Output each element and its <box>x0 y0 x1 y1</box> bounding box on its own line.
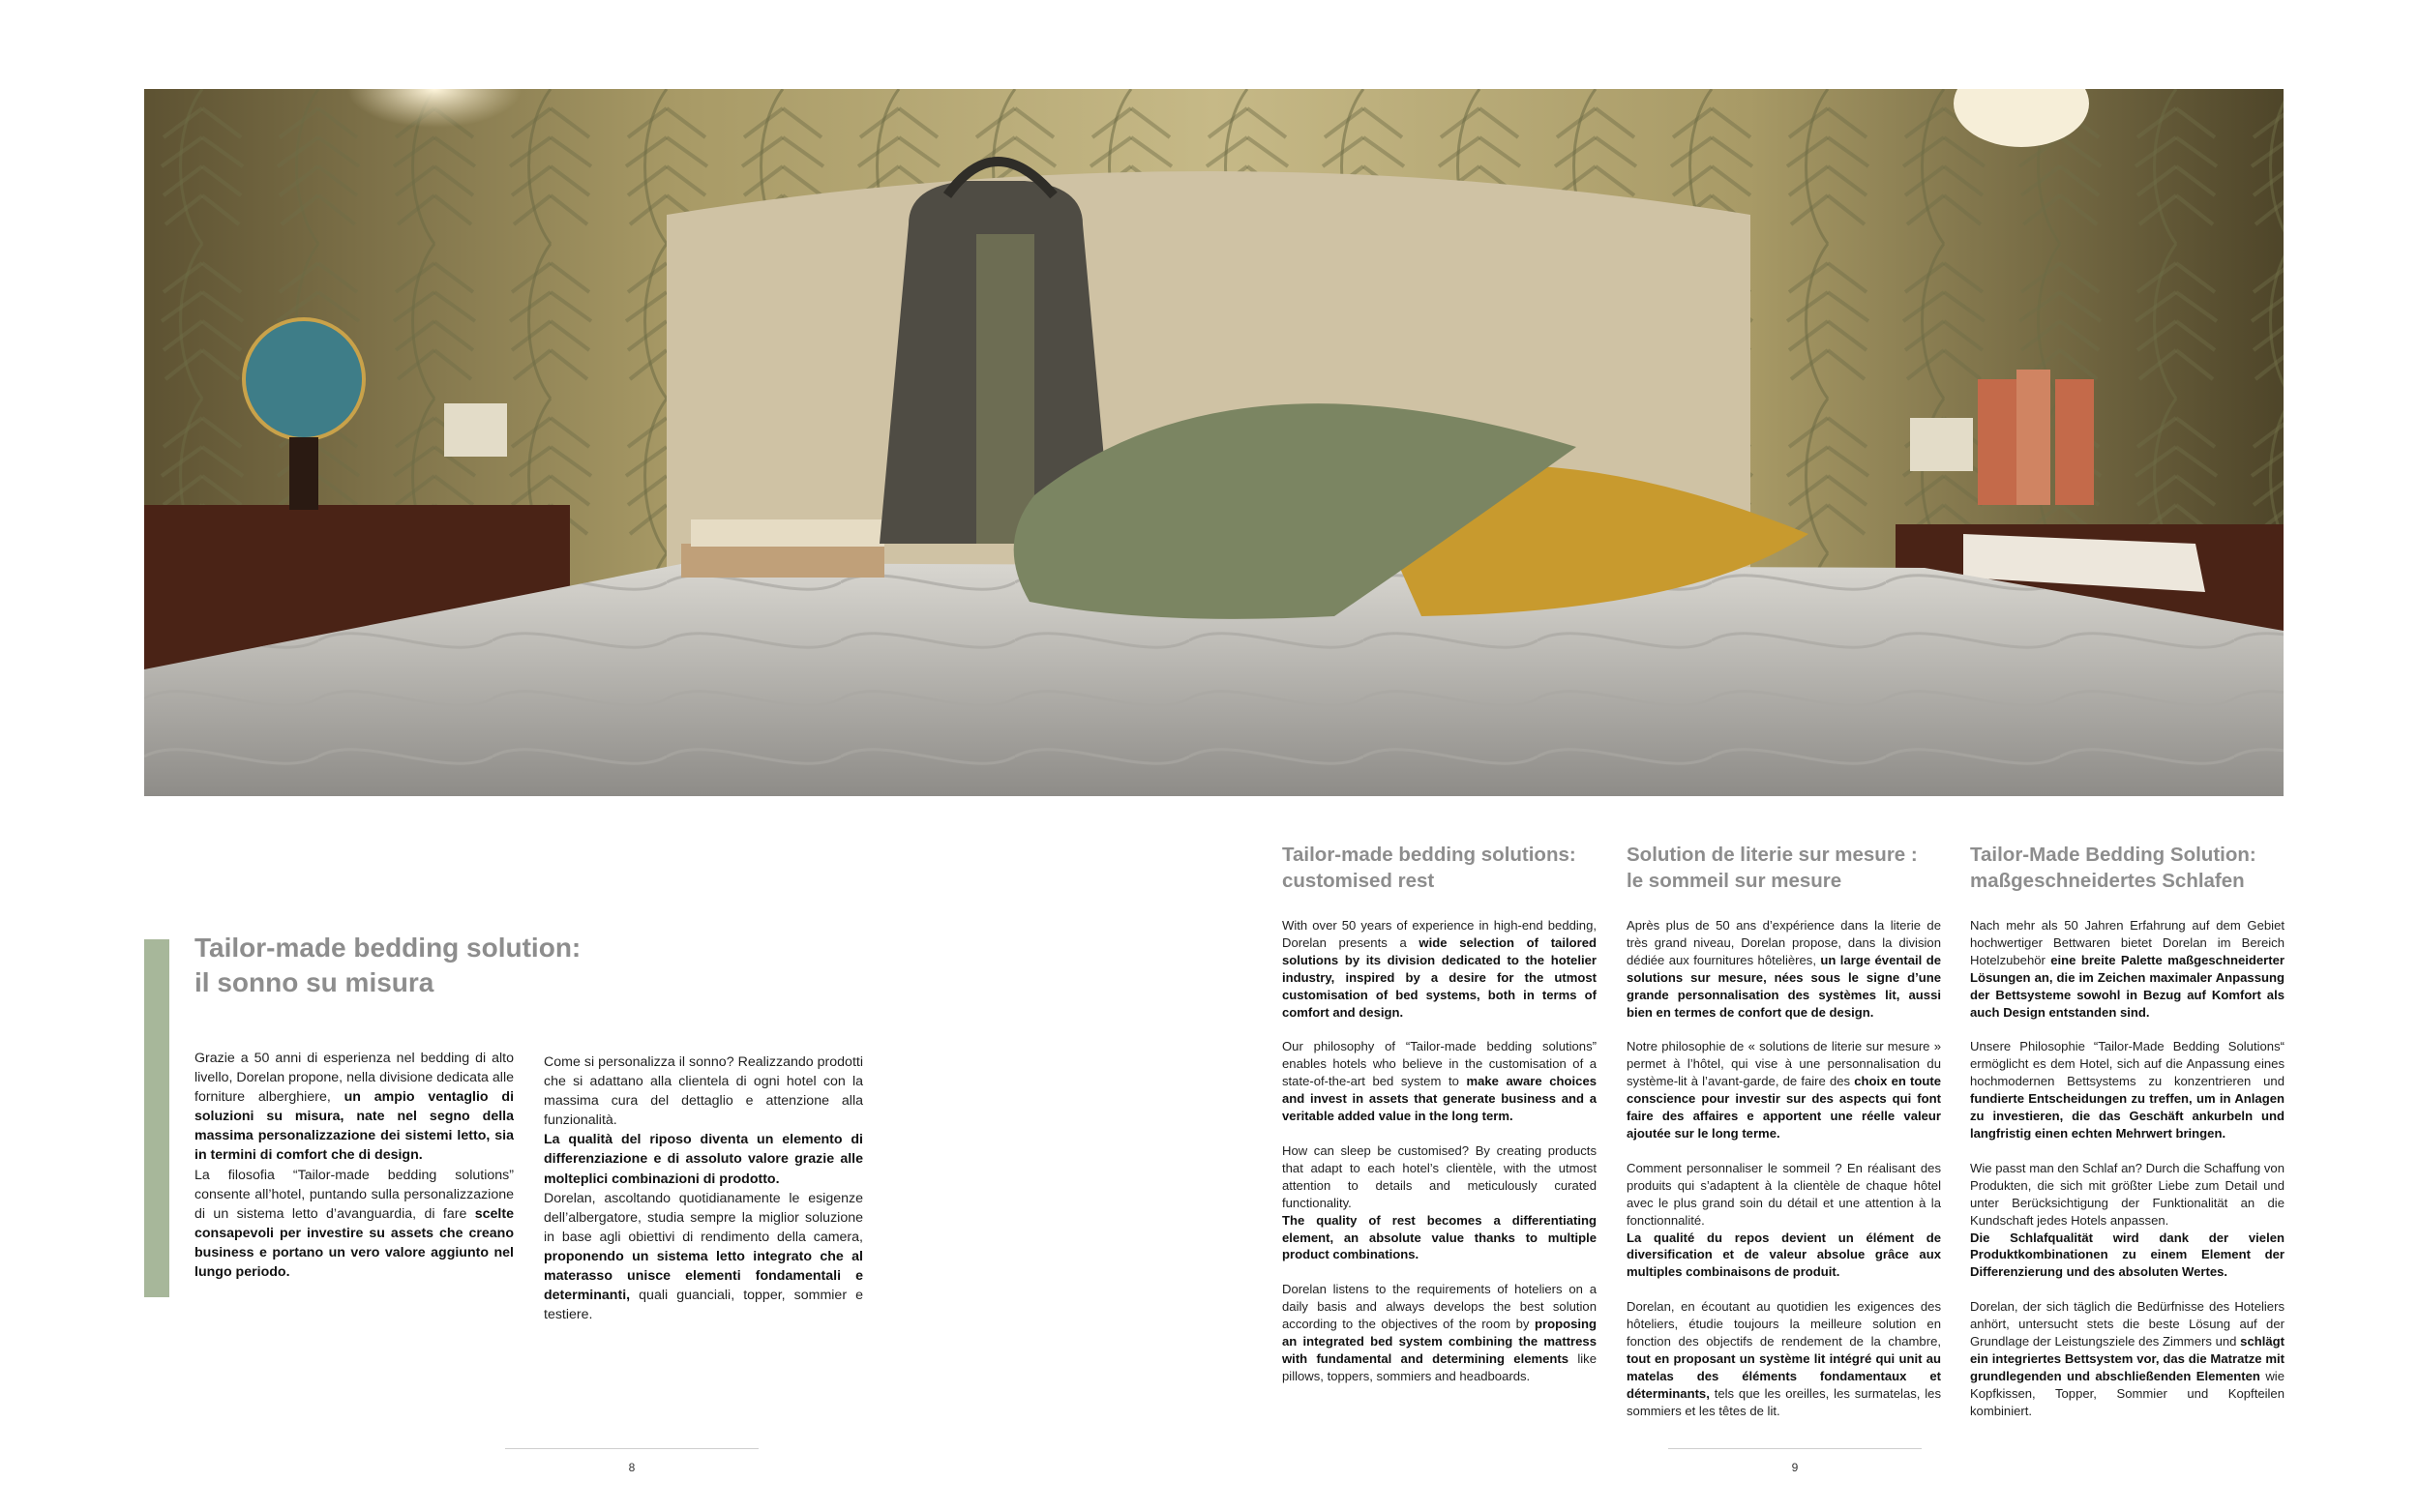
text-run: like pillows, toppers, sommiers and headboards. <box>1282 1350 1597 1383</box>
english-paragraph <box>1282 1038 1597 1125</box>
german-paragraph <box>1970 1298 2285 1419</box>
text-run: Comment personnaliser le sommeil ? En réalisant des produits qui s’adaptent à la clientèle de chaque hôtel avec le plus grand soin du détail et une attention à la fonctionnalité. <box>1627 1160 1941 1228</box>
text-run: With over 50 years of experience in high-end bedding, Dorelan presents a <box>1282 918 1597 950</box>
text-run: Our philosophy of “Tailor-made bedding solutions” enables hotels who believe in the customisation of a state-of-the-art bed system to <box>1282 1039 1597 1089</box>
italian-paragraph <box>544 1130 863 1188</box>
text-run: La filosofia “Tailor-made bedding solutions” consente all’hotel, puntando sulla personalizzazione di un sistema letto d’avanguardia, di fare <box>194 1167 514 1222</box>
bold-text-run: scelte consapevoli per investire su assets che creano business e portano un vero valore aggiunto nel lungo periodo. <box>194 1205 514 1281</box>
text-run: Nach mehr als 50 Jahren Erfahrung auf dem Gebiet hochwertiger Bettwaren bietet Dorelan im Bereich Hotelzubehör <box>1970 918 2285 967</box>
text-run: Unsere Philosophie “Tailor-Made Bedding Solutions“ ermöglicht es dem Hotel, sich auf die Anpassung eines hochmodernen Bettsystems zu konzentrieren und <box>1970 1039 2285 1089</box>
english-title-line1: Tailor-made bedding solutions: <box>1282 844 1576 866</box>
italian-paragraph <box>544 1189 863 1325</box>
italian-paragraph <box>194 1049 514 1166</box>
german-title <box>1970 842 2285 894</box>
french-paragraph <box>1627 917 1941 1021</box>
french-paragraph <box>1627 1160 1941 1281</box>
german-title-line2: maßgeschneidertes Schlafen <box>1970 870 2245 892</box>
italian-column-1 <box>194 1049 514 1282</box>
footer-rule-right <box>1668 1448 1922 1449</box>
text-run: Dorelan, der sich täglich die Bedürfnisse des Hoteliers anhört, untersucht stets die beste Lösung auf der Grundlage der Leistungsziele des Zimmers und <box>1970 1299 2285 1349</box>
french-paragraph <box>1627 1038 1941 1141</box>
german-paragraph <box>1970 1038 2285 1141</box>
english-title <box>1282 842 1597 894</box>
italian-title-line2: il sonno su misura <box>194 967 434 997</box>
bold-text-run: The quality of rest becomes a differentiating element, an absolute value thanks to multiple product combinations. <box>1282 1212 1597 1262</box>
text-run: How can sleep be customised? By creating products that adapt to each hotel’s clientèle, with the utmost attention to details and meticulously curated functionality. <box>1282 1142 1597 1210</box>
french-title-line1: Solution de literie sur mesure : <box>1627 844 1918 866</box>
bold-text-run: proponendo un sistema letto integrato che al materasso unisce elementi fondamentali e determinanti, <box>544 1248 863 1304</box>
bold-text-run: La qualità del riposo diventa un elemento di differenziazione e di assoluto valore grazie alle molteplici combinazioni di prodotto. <box>544 1132 863 1187</box>
german-body <box>1970 917 2285 1420</box>
german-column <box>1970 842 2285 1438</box>
italian-column-2 <box>544 1052 863 1324</box>
bold-text-run: La qualité du repos devient un élément de diversification et de valeur absolue grâce aux multiples combinaisons de produit. <box>1627 1230 1941 1280</box>
english-body <box>1282 917 1597 1385</box>
german-paragraph <box>1970 917 2285 1021</box>
bold-text-run: fundierte Entscheidungen zu treffen, um in Anlagen zu investieren, die das Geschäft ankurbeln und langfristig einen echten Mehrwert bringen. <box>1970 1091 2285 1141</box>
bold-text-run: choix en toute conscience pour investir sur des aspects qui font faire des affaires e apportent une réelle valeur ajoutée sur le long terme. <box>1627 1074 1941 1141</box>
german-paragraph <box>1970 1160 2285 1281</box>
bold-text-run: eine breite Palette maßgeschneiderter Lösungen an, die im Zeichen maximaler Anpassung der Bettsysteme sowohl in Bezug auf Komfort als auch Design entstanden sind. <box>1970 952 2285 1020</box>
italian-paragraph: Come si personalizza il sonno? Realizzando prodotti che si adattano alla clientela di ogni hotel con la massima cura del dettaglio e attenzione alla funzionalità. <box>544 1054 863 1129</box>
text-run: quali guanciali, topper, sommier e testiere. <box>544 1288 863 1323</box>
page-number-right: 9 <box>1791 1461 1799 1474</box>
page-number-left: 8 <box>628 1461 636 1474</box>
bold-text-run: wide selection of tailored solutions by its division dedicated to the hotelier industry, inspired by a desire for the utmost customisation of bed systems, both in terms of comfort and design. <box>1282 934 1597 1020</box>
text-run: Grazie a 50 anni di esperienza nel bedding di alto livello, Dorelan propone, nella divisione dedicata alle forniture alberghiere, <box>194 1051 514 1106</box>
french-paragraph <box>1627 1298 1941 1419</box>
english-column <box>1282 842 1597 1403</box>
text-run: tels que les oreilles, les surmatelas, les sommiers et les têtes de lit. <box>1627 1385 1941 1418</box>
footer-rule-left <box>505 1448 759 1449</box>
english-paragraph <box>1282 1281 1597 1384</box>
text-run: Dorelan, ascoltando quotidianamente le esigenze dell’albergatore, studia sempre la miglior soluzione in base agli obiettivi di rendimento della camera, <box>544 1190 863 1245</box>
text-run: Après plus de 50 ans d’expérience dans la literie de très grand niveau, Dorelan propose, dans la division dédiée aux fournitures hôtelières, <box>1627 918 1941 967</box>
text-run: Wie passt man den Schlaf an? Durch die Schaffung von Produkten, die sich mit größter Liebe zum Detail und unter Berücksichtigung der Funktionalität an die Kundschaft jedes Hotels anpassen. <box>1970 1160 2285 1228</box>
french-body <box>1627 917 1941 1420</box>
text-run: Dorelan listens to the requirements of hoteliers on a daily basis and always develops the best solution according to the objectives of the room by <box>1282 1282 1597 1332</box>
italian-paragraph <box>194 1166 514 1283</box>
french-column <box>1627 842 1941 1438</box>
french-title <box>1627 842 1941 894</box>
bold-text-run: Die Schlafqualität wird dank der vielen Produktkombinationen zu einem Element der Differenzierung und des absoluten Wertes. <box>1970 1230 2285 1280</box>
bold-text-run: make aware choices and invest in assets that generate business and a veritable added value in the long term. <box>1282 1074 1598 1124</box>
text-run: Dorelan, en écoutant au quotidien les exigences des hôteliers, étudie toujours la meilleure solution en fonction des objectifs de rendement de la chambre, <box>1627 1299 1941 1349</box>
italian-title-line1: Tailor-made bedding solution: <box>194 933 582 963</box>
german-title-line1: Tailor-Made Bedding Solution: <box>1970 844 2256 866</box>
accent-bar <box>144 939 169 1297</box>
text-run: wie Kopfkissen, Topper, Sommier und Kopfteilen kombiniert. <box>1970 1368 2285 1418</box>
hero-photo-bedroom <box>144 89 2284 796</box>
bold-text-run: proposing an integrated bed system combining the mattress with fundamental and determining elements <box>1282 1317 1597 1366</box>
french-title-line2: le sommeil sur mesure <box>1627 870 1842 892</box>
bold-text-run: un ampio ventaglio di soluzioni su misura, nate nel segno della massima personalizzazione dei sistemi letto, sia in termini di comfort che di design. <box>194 1089 515 1164</box>
bold-text-run: schlägt ein integriertes Bettsystem vor, das die Matratze mit grundlegenden und abschließenden Elementen <box>1970 1334 2285 1383</box>
text-run: Notre philosophie de « solutions de literie sur mesure » permet à l’hôtel, qui vise à une personnalisation du système-lit à l’avant-garde, de faire des <box>1627 1039 1941 1089</box>
english-paragraph <box>1282 1142 1597 1263</box>
bold-text-run: un large éventail de solutions sur mesure, nées sous le signe d’une grande personnalisation des systèmes lit, aussi bien en termes de confort que de design. <box>1627 952 1941 1020</box>
italian-title <box>194 931 640 1000</box>
bold-text-run: tout en proposant un système lit intégré qui unit au matelas des éléments fondamentaux et déterminants, <box>1627 1350 1941 1401</box>
english-paragraph <box>1282 917 1597 1021</box>
english-title-line2: customised rest <box>1282 870 1435 892</box>
